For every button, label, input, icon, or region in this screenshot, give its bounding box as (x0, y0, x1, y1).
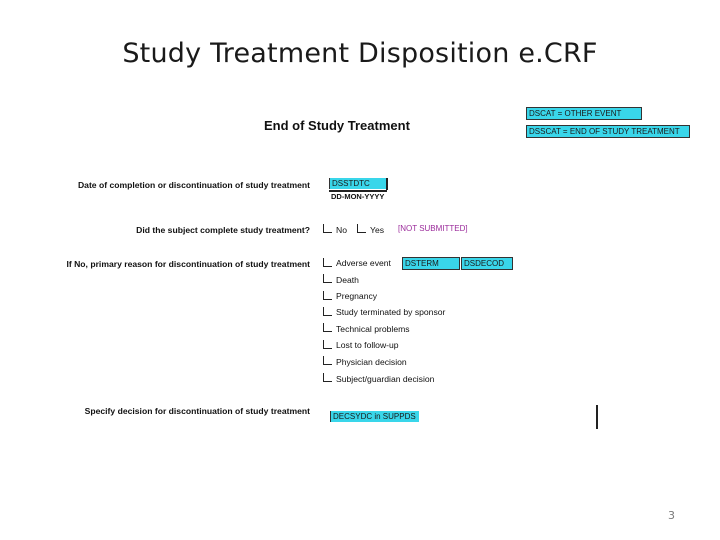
date-question-label: Date of completion or discontinuation of study treatment (77, 180, 310, 190)
reason-option-technical-problems: Technical problems (336, 324, 410, 334)
dsterm-annotation: DSTERM (402, 257, 460, 270)
reason-option-physician-decision: Physician decision (336, 357, 407, 367)
dsstdtc-annotation: DSSTDTC (329, 178, 386, 189)
reason-checkbox-technical-problems[interactable] (323, 323, 332, 332)
specify-field[interactable] (330, 405, 598, 429)
date-field-border (386, 178, 388, 190)
specify-question-label: Specify decision for discontinuation of study treatment (84, 406, 310, 416)
reason-checkbox-physician-decision[interactable] (323, 356, 332, 365)
reason-option-adverse-event: Adverse event (336, 258, 391, 268)
reason-checkbox-adverse-event[interactable] (323, 258, 332, 267)
no-checkbox[interactable] (323, 224, 332, 233)
slide-title: Study Treatment Disposition e.CRF (122, 38, 598, 69)
reason-option-death: Death (336, 275, 359, 285)
dsdecod-annotation: DSDECOD (461, 257, 513, 270)
not-submitted-note: [NOT SUBMITTED] (398, 224, 468, 233)
form-heading: End of Study Treatment (264, 118, 410, 133)
reason-option-pregnancy: Pregnancy (336, 291, 378, 301)
reason-checkbox-subject-decision[interactable] (323, 373, 332, 382)
reason-checkbox-death[interactable] (323, 274, 332, 283)
page-number: 3 (668, 509, 675, 522)
specify-field-end-line (596, 405, 598, 429)
reason-checkbox-lost-to-follow-up[interactable] (323, 340, 332, 349)
dscat-tag-end-of-study: DSSCAT = END OF STUDY TREATMENT (526, 125, 690, 138)
reason-option-study-terminated: Study terminated by sponsor (336, 307, 446, 317)
reason-option-lost-to-follow-up: Lost to follow-up (336, 340, 399, 350)
reason-checkbox-study-terminated[interactable] (323, 307, 332, 316)
reason-option-subject-decision: Subject/guardian decision (336, 374, 435, 384)
no-option-label: No (336, 225, 347, 235)
date-field[interactable] (329, 178, 387, 190)
decsydc-annotation: DECSYDC in SUPPDS (330, 411, 419, 422)
date-format-hint: DD-MON-YYYY (331, 192, 385, 201)
yes-option-label: Yes (370, 225, 385, 235)
completed-question-label: Did the subject complete study treatment? (136, 225, 310, 235)
yes-checkbox[interactable] (357, 224, 366, 233)
dscat-tag-other-event: DSCAT = OTHER EVENT (526, 107, 642, 120)
reason-checkbox-pregnancy[interactable] (323, 291, 332, 300)
reason-question-label: If No, primary reason for discontinuation of study treatment (66, 259, 310, 269)
